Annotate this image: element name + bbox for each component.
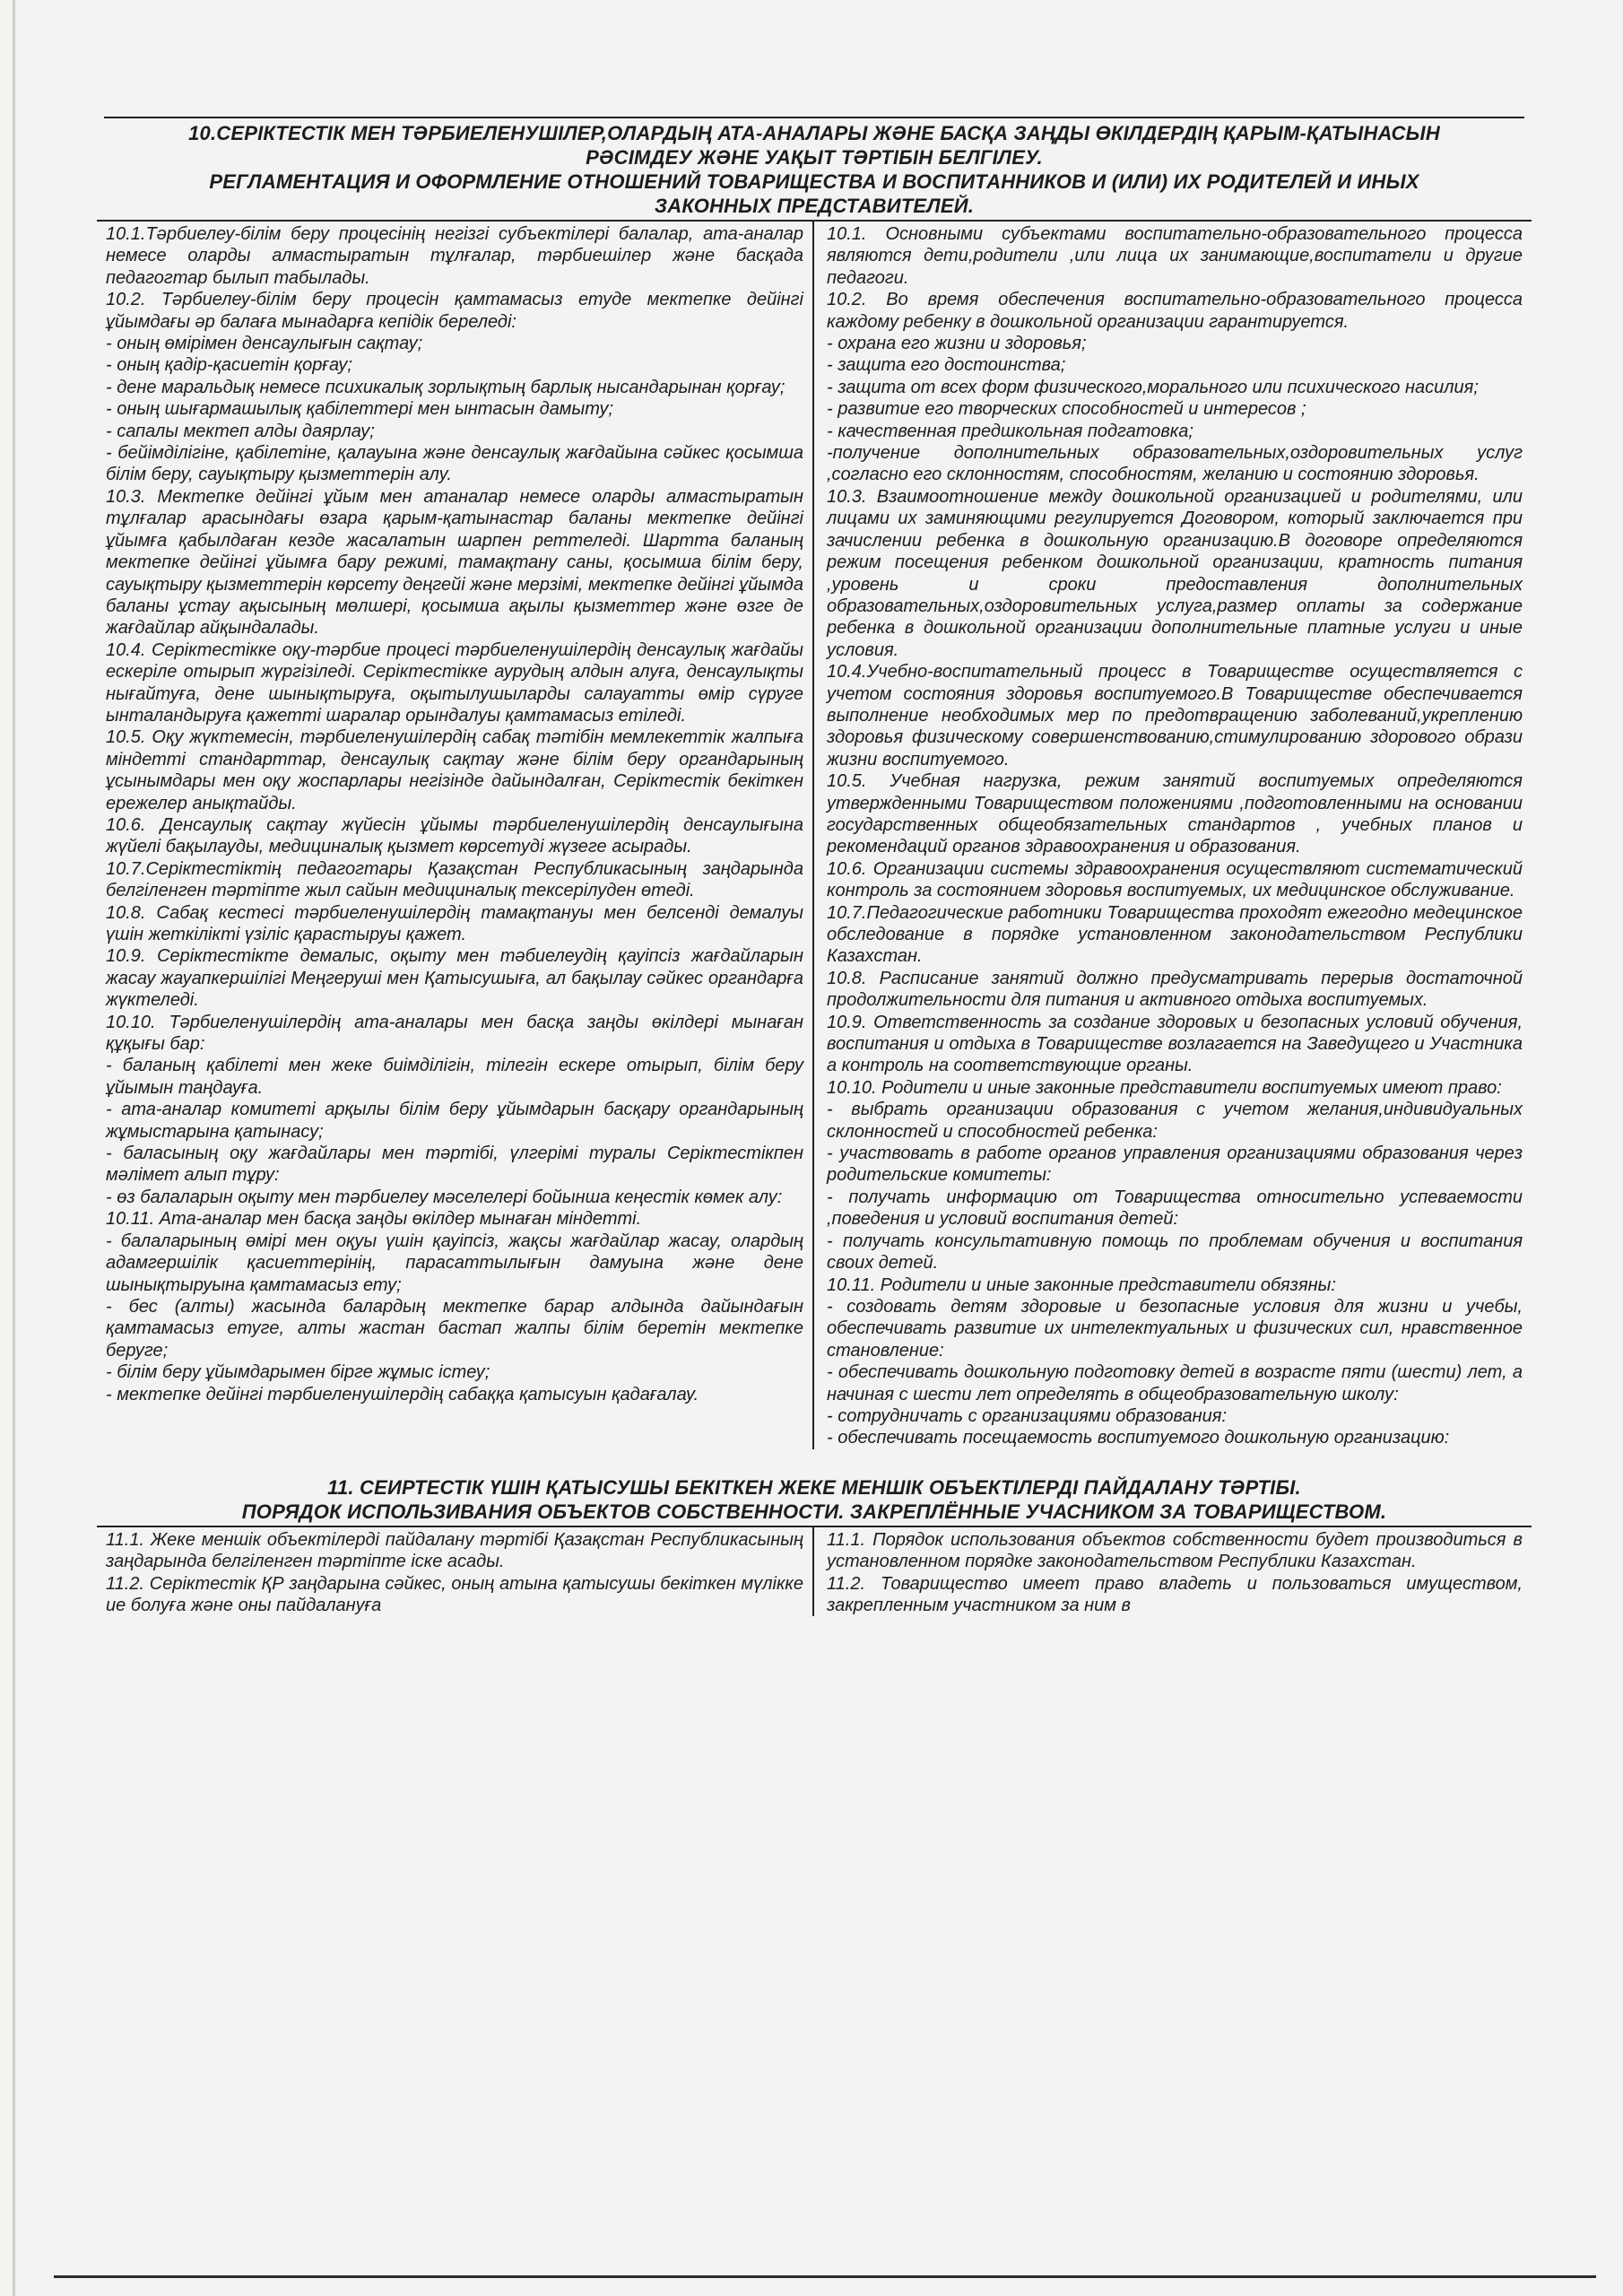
paragraph: 10.5. Оқу жүктемесін, тәрбиеленушілердің сабақ тәтібін мемлекеттік жалпыға міндетті стандарттар, денсаулық сақтау және білім беру органдарының ұсынымдары мен оқу жоспарлары негізінде дайындалған, Серіктестік бекіткен ережелер анықтайды. <box>106 727 803 813</box>
paragraph: 10.9. Серіктестікте демалыс, оқыту мен тәбиелеудің қауіпсіз жағдайларын жасау жауапкершілігі Меңгеруші мен Қатысушыға, ал бақылау сәйкес органдарға жүктеледі. <box>106 946 803 1011</box>
paragraph: - балаларының өмірі мен оқуы үшін қауіпсіз, жақсы жағдайлар жасау, олардың адамгершілік қасиеттерінің, парасаттылығын дамуына және дене шынықтыруына қамтамасыз ету; <box>106 1231 803 1295</box>
paragraph: - өз балаларын оқыту мен тәрбиелеу мәселелері бойынша кеңестік көмек алу: <box>106 1187 783 1207</box>
paragraph: 10.5. Учебная нагрузка, режим занятий воспитуемых определяются утвержденными Товариществом положениями ,подготовленными на основании государственных общеобязательных стандартов , учебных планов и рекомендаций органов здравоохранения и образования. <box>827 771 1523 857</box>
paragraph: - ата-аналар комитеті арқылы білім беру ұйымдарын басқару органдарының жұмыстарына қатынасу; <box>106 1100 803 1142</box>
section-11-kazakh-column <box>97 1527 814 1617</box>
paragraph: - развитие его творческих способностей и интересов ; <box>827 399 1306 420</box>
paragraph: 10.7.Педагогические работники Товарищества проходят ежегодно медецинское обследование в порядке установленном законодательством Республики Казахстан. <box>827 902 1523 967</box>
paragraph: 10.8. Расписание занятий должно предусматривать перерыв достаточной продолжительности для питания и активного отдыха воспитуемых. <box>827 968 1523 1011</box>
section-10-heading-kz-line-2: РӘСІМДЕУ ЖӘНЕ УАҚЫТ ТӘРТІБІН БЕЛГІЛЕУ. <box>586 146 1043 169</box>
paragraph: - обеспечивать посещаемость воспитуемого дошкольную организацию: <box>827 1428 1450 1448</box>
section-10-russian-column <box>814 222 1532 1449</box>
paragraph: 10.10. Тәрбиеленушілердің ата-аналары мен басқа заңды өкілдері мынаған құқығы бар: <box>106 1012 803 1055</box>
paragraph: 10.3. Мектепке дейінгі ұйым мен атаналар немесе оларды алмастыратын тұлғалар арасындағы өзара қарым-қатынастар баланы мектепке дейінгі ұйымға қабылдаған кезде жасалатын шарпен реттеледі. Шартта баланың мектепке дейінгі ұйымға бару режимі, тамақтану саны, қосымша білім беру, сауықтыру қызметтерін көрсету деңгейі және мерзімі, мектепке дейінгі ұйымда баланы ұстау ақысының мөлшері, қосымша ақылы қызметтер және өзге де жағдайлар айқындалады. <box>106 486 803 639</box>
section-11-heading-ru: ПОРЯДОК ИСПОЛЬЗИВАНИЯ ОБЪЕКТОВ СОБСТВЕННОСТИ. ЗАКРЕПЛЁННЫЕ УЧАСНИКОМ ЗА ТОВАРИЩЕСТВОМ. <box>241 1500 1387 1523</box>
paragraph: 10.11. Ата-аналар мен басқа заңды өкілдер мынаған міндетті. <box>106 1209 642 1230</box>
document-page <box>97 117 1532 1616</box>
section-11 <box>97 1473 1532 1617</box>
paragraph: 10.4. Серіктестікке оқу-тәрбие процесі тәрбиеленушілердің денсаулық жағдайы ескеріле отырып жүргізіледі. Серіктестікке аурудың алдын алуға, денсаулықты нығайтуға, дене шынықтыруға, оқытылушыларды салауатты өмір сүруге ынталандыруға қажетті шаралар орындалуы қамтамасыз етіледі. <box>106 639 803 726</box>
section-10-kazakh-column <box>97 222 814 1449</box>
paragraph: - выбрать организации образования с учетом желания,индивидуальных склонностей и способностей ребенка: <box>827 1100 1523 1142</box>
paragraph: - получать консультативную помощь по проблемам обучения и воспитания своих детей. <box>827 1231 1523 1274</box>
paragraph: - создовать детям здоровые и безопасные условия для жизни и учебы, обеспечивать развитие их интелектуальных и физических сил, нравственное становление: <box>827 1296 1523 1361</box>
paragraph: - бес (алты) жасында балардың мектепке барар алдында дайындағын қамтамасыз етуге, алты жастан бастап жалпы білім беретін мектепке беруге; <box>106 1296 803 1361</box>
paragraph: - сапалы мектеп алды даярлау; <box>106 421 375 441</box>
paragraph: 10.3. Взаимоотношение между дошкольной организацией и родителями, или лицами их заминяющими регулируется Договором, который заключается при зачислении ребенка в дошкольную организацию.В договоре определяются режим посещения ребенком дошкольной организации, кратность питания ,уровень и сроки предоставления дополнительных образовательных,оздоровительных услуга,размер оплаты за содержание ребенка в дошкольной организации дополнительные платные услуги и иные условия. <box>827 486 1523 660</box>
paragraph: - мектепке дейінгі тәрбиеленушілердің сабаққа қатысуын қадағалау. <box>106 1384 699 1405</box>
page-edge <box>13 0 15 2296</box>
paragraph: - оның қадір-қасиетін қорғау; <box>106 355 352 376</box>
paragraph: - дене маральдық немесе психикалық зорлықтың барлық нысандарынан қорғау; <box>106 377 785 397</box>
paragraph: - качественная предшкольная подгатовка; <box>827 421 1193 441</box>
paragraph: 10.2. Во время обеспечения воспитательно-образовательного процесса каждому ребенку в дошкольной организации гарантируется. <box>827 290 1523 332</box>
section-10-columns <box>97 220 1532 1449</box>
paragraph: - оның өмірімен денсаулығын сақтау; <box>106 334 423 354</box>
paragraph: 10.1.Тәрбиелеу-білім беру процесінің негізгі субъектілері балалар, ата-аналар немесе оларды алмастыратын тұлғалар, тәрбиешілер және басқада педагогтар былып табылады. <box>106 224 803 288</box>
paragraph: 10.9. Ответственность за создание здоровых и безопасных условий обучения, воспитания и отдыха в Товариществе возлагается на Заведущего и Участника а контроль на соответствующие органы. <box>827 1012 1523 1076</box>
section-11-heading <box>104 1473 1524 1524</box>
paragraph: - баланың қабілеті мен жеке биімділігін, тілегін ескере отырып, білім беру ұйымын таңдауға. <box>106 1056 803 1098</box>
paragraph: - оның шығармашылық қабілеттері мен ынтасын дамыту; <box>106 399 614 420</box>
section-11-heading-kz: 11. СЕИРТЕСТІК ҮШІН ҚАТЫСУШЫ БЕКІТКЕН ЖЕКЕ МЕНШІК ОБЪЕКТІЛЕРДІ ПАЙДАЛАНУ ТӘРТІБІ. <box>327 1475 1301 1499</box>
paragraph: - сотрудничать с организациями образования: <box>827 1405 1228 1426</box>
paragraph: 10.7.Серіктестіктің педагогтары Қазақстан Республикасының заңдарында белгіленген тәртіпте жыл сайын медициналық тексерілуден өтеді. <box>106 858 803 901</box>
paragraph: 10.11. Родители и иные законные представители обязяны: <box>827 1274 1336 1295</box>
paragraph: - обеспечивать дошкольную подготовку детей в возрасте пяти (шести) лет, а начиная с шести лет определять в общеобразовательную школу: <box>827 1362 1523 1405</box>
paragraph: - получать информацию от Товарищества относительно успеваемости ,поведения и условий воспитания детей: <box>827 1187 1523 1230</box>
paragraph: 11.2. Серіктестік ҚР заңдарына сәйкес, оның атына қатысушы бекіткен мүлікке ие болуға және оны пайдалануға <box>106 1573 803 1615</box>
section-10-heading-kz-line-1: 10.СЕРІКТЕСТІК МЕН ТӘРБИЕЛЕНУШІЛЕР,ОЛАРДЫҢ АТА-АНАЛАРЫ ЖӘНЕ БАСҚА ЗАҢДЫ ӨКІЛДЕРДІҢ ҚАРЫМ-ҚАТЫНАСЫН <box>188 122 1440 144</box>
paragraph: - защита от всех форм физического,морального или психического насилия; <box>827 377 1479 397</box>
paragraph: - білім беру ұйымдарымен бірге жұмыс істеу; <box>106 1362 490 1383</box>
paragraph: - участвовать в работе органов управления организациями образования через родительские комитеты: <box>827 1144 1523 1186</box>
paragraph: 10.6. Организации системы здравоохранения осуществляют систематический контроль за состоянием здоровья воспитуемых, их медицинское обслуживание. <box>827 858 1523 901</box>
section-10-heading <box>104 117 1524 218</box>
section-10-heading-ru-line-2: ЗАКОННЫХ ПРЕДСТАВИТЕЛЕЙ. <box>654 195 975 217</box>
paragraph: - охрана его жизни и здоровья; <box>827 334 1087 354</box>
paragraph: 11.2. Товарищество имеет право владеть и пользоваться имуществом, закрепленным участником за ним в <box>827 1573 1523 1615</box>
section-11-russian-column <box>814 1527 1532 1617</box>
bottom-rule <box>54 2275 1596 2278</box>
paragraph: 10.6. Денсаулық сақтау жүйесін ұйымы тәрбиеленушілердің денсаулығына жүйелі бақылауды, медициналық қызмет көрсетуді жүзеге асырады. <box>106 814 803 857</box>
paragraph: 10.10. Родители и иные законные представители воспитуемых имеют право: <box>827 1077 1502 1098</box>
paragraph: - баласының оқу жағдайлары мен тәртібі, үлгерімі туралы Серіктестікпен мәлімет алып тұру: <box>106 1144 803 1186</box>
paragraph: - защита его достоинства; <box>827 355 1066 376</box>
paragraph: 11.1. Жеке меншік объектілерді пайдалану тәртібі Қазақстан Республикасының заңдарында белгіленген тәртіпте іске асады. <box>106 1529 803 1572</box>
paragraph: - бейімділігіне, қабілетіне, қалауына және денсаулық жағдайына сәйкес қосымша білім беру, сауықтыру қызметтерін алу. <box>106 443 803 485</box>
paragraph: -получение дополнительных образовательных,оздоровительных услуг ,согласно его склонностям, способностям, желанию и состоянию здоровья. <box>827 443 1523 485</box>
paragraph: 10.4.Учебно-воспитательный процесс в Товариществе осуществляется с учетом состояния здоровья воспитуемого.В Товариществе обеспечивается выполнение необходимых мер по предотвращению заболеваний,укреплению здоровья физическому совершенствованию,стимулированию здорового образи жизни воспитуемого. <box>827 662 1523 770</box>
paragraph: 10.8. Сабақ кестесі тәрбиеленушілердің тамақтануы мен белсенді демалуы үшін жеткілікті үзіліс қарастыруы қажет. <box>106 902 803 944</box>
section-11-columns <box>97 1526 1532 1617</box>
paragraph: 10.1. Основными субъектами воспитательно-образовательного процесса являются дети,родители ,или лица их занимающие,воспитатели и другие педагоги. <box>827 224 1523 288</box>
paragraph: 11.1. Порядок использования объектов собственности будет производиться в установленном порядке законодательством Республики Казахстан. <box>827 1529 1523 1572</box>
paragraph: 10.2. Тәрбиелеу-білім беру процесін қамтамасыз етуде мектепке дейінгі ұйымдағы әр балаға мынадарға кепідік береледі: <box>106 290 803 332</box>
section-10-heading-ru-line-1: РЕГЛАМЕНТАЦИЯ И ОФОРМЛЕНИЕ ОТНОШЕНИЙ ТОВАРИЩЕСТВА И ВОСПИТАННИКОВ И (ИЛИ) ИХ РОДИТЕЛЕЙ И ИНЫХ <box>209 170 1419 193</box>
